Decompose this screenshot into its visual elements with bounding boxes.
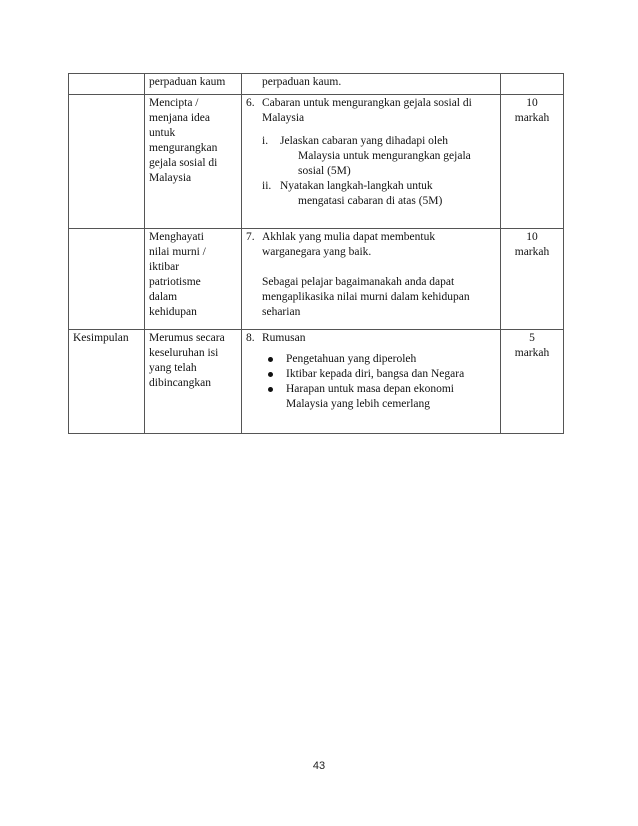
question-text: perpaduan kaum. [262, 76, 342, 88]
table-cell-objective [145, 330, 242, 434]
table-cell-mark [501, 330, 564, 434]
objective-line: gejala sosial di [149, 157, 218, 169]
objective-line: nilai murni / [149, 246, 206, 258]
table-cell-question [242, 229, 501, 330]
objective-line: patriotisme [149, 276, 201, 288]
table-row [69, 95, 564, 229]
mark-value: 5 [529, 332, 535, 344]
table-cell-question [242, 95, 501, 229]
table-row [69, 74, 564, 95]
summary-bullet-list [246, 352, 496, 412]
table-cell-mark [501, 95, 564, 229]
table-cell-section [69, 74, 145, 95]
rubric-table [68, 73, 564, 434]
question-line: warganegara yang baik. [262, 246, 372, 258]
question-number: 7. [246, 231, 255, 243]
question-title: Rumusan [262, 332, 306, 344]
table-cell-mark [501, 74, 564, 95]
table-row [69, 229, 564, 330]
table-cell-section: Kesimpulan [69, 330, 145, 434]
objective-line: dibincangkan [149, 377, 211, 389]
question-number: 6. [246, 97, 255, 109]
objective-line: menjana idea [149, 112, 210, 124]
objective-line: Merumus secara [149, 332, 225, 344]
list-item: Pengetahuan yang diperoleh [266, 352, 496, 367]
mark-value: 10 [526, 231, 538, 243]
table-cell-question [242, 74, 501, 95]
objective-line: dalam [149, 291, 178, 303]
sub-question-line: Nyatakan langkah-langkah untuk [280, 180, 433, 192]
table-cell-section [69, 95, 145, 229]
sub-question-line: sosial (5M) [298, 165, 351, 177]
table-cell-question [242, 330, 501, 434]
paragraph-line: seharian [262, 306, 301, 318]
objective-line: Menghayati [149, 231, 204, 243]
objective-line: Mencipta / [149, 97, 199, 109]
question-line: Cabaran untuk mengurangkan gejala sosial di [262, 97, 472, 109]
table-cell-objective: perpaduan kaum [145, 74, 242, 95]
mark-value: 10 [526, 97, 538, 109]
objective-line: yang telah [149, 362, 197, 374]
mark-unit: markah [514, 246, 550, 258]
table-cell-section [69, 229, 145, 330]
objective-line: iktibar [149, 261, 180, 273]
mark-unit: markah [514, 112, 550, 124]
question-number: 8. [246, 332, 255, 344]
page-number: 43 [312, 760, 326, 772]
paragraph-line: Sebagai pelajar bagaimanakah anda dapat [262, 276, 455, 288]
objective-line: Malaysia [149, 172, 192, 184]
table-cell-objective [145, 95, 242, 229]
objective-line: kehidupan [149, 306, 197, 318]
mark-unit: markah [514, 347, 550, 359]
objective-line: mengurangkan [149, 142, 218, 154]
list-item: Iktibar kepada diri, bangsa dan Negara [266, 367, 496, 382]
sub-question-line: Jelaskan cabaran yang dihadapi oleh [280, 135, 448, 147]
list-item: Harapan untuk masa depan ekonomi Malaysia yang lebih cemerlang [266, 382, 496, 412]
question-line: Malaysia [262, 112, 305, 124]
sub-question-label: ii. [262, 180, 272, 192]
paragraph-line: mengaplikasika nilai murni dalam kehidupan [262, 291, 470, 303]
objective-line: keseluruhan isi [149, 347, 219, 359]
question-line: Akhlak yang mulia dapat membentuk [262, 231, 436, 243]
sub-question-line: mengatasi cabaran di atas (5M) [298, 195, 443, 207]
table-row [69, 330, 564, 434]
sub-question-label: i. [262, 135, 269, 147]
table-cell-objective [145, 229, 242, 330]
objective-line: untuk [149, 127, 176, 139]
sub-question-line: Malaysia untuk mengurangkan gejala [298, 150, 471, 162]
table-cell-mark [501, 229, 564, 330]
